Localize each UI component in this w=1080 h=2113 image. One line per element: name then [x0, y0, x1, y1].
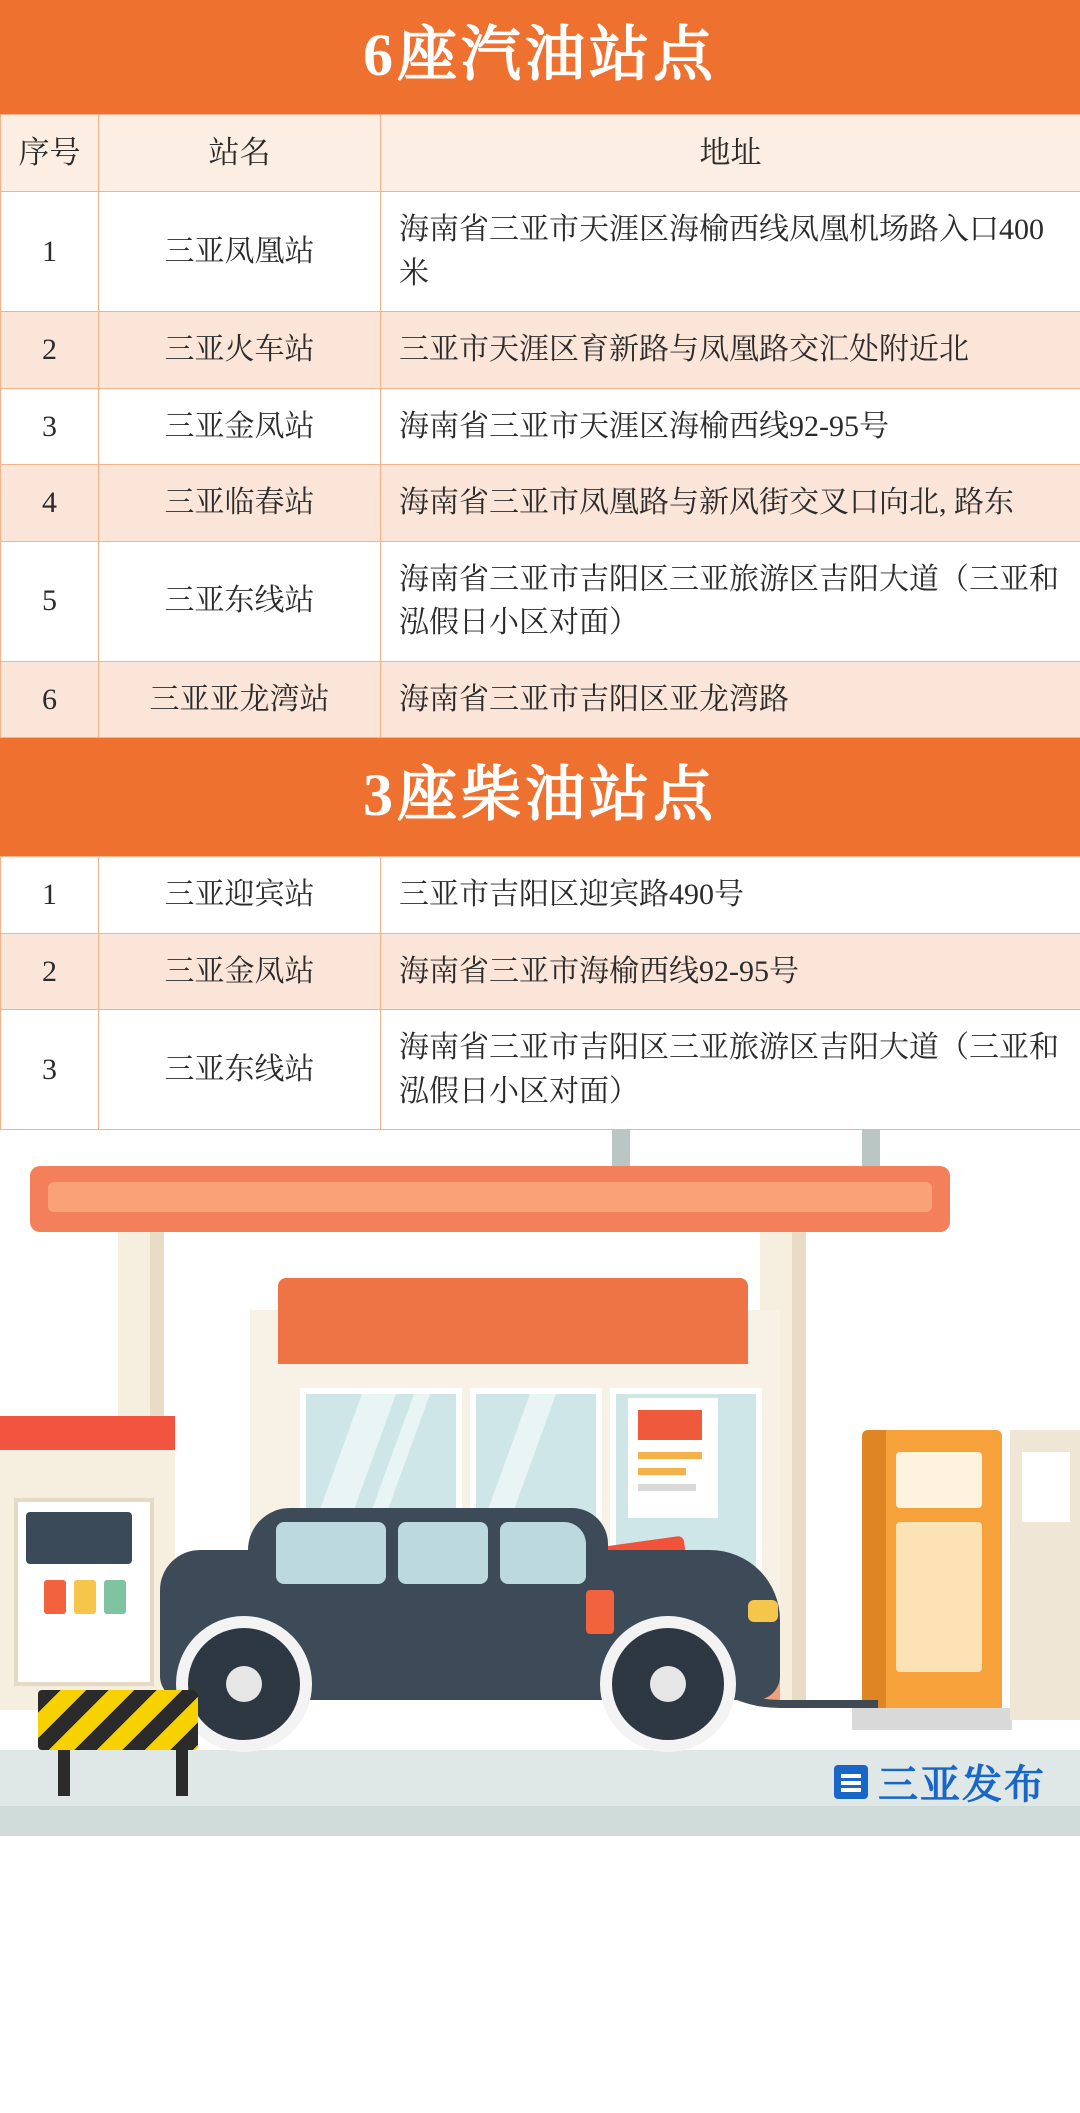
kiosk-button-icon: [104, 1580, 126, 1614]
safety-barrier: [38, 1690, 198, 1750]
col-address: 地址: [381, 115, 1080, 192]
poster-line: [638, 1452, 702, 1459]
row-address: 三亚市吉阳区迎宾路490号: [381, 857, 1080, 934]
row-station-name: 三亚金凤站: [99, 933, 381, 1010]
kiosk-screen: [26, 1512, 132, 1564]
row-address: 海南省三亚市吉阳区三亚旅游区吉阳大道（三亚和泓假日小区对面）: [381, 1010, 1080, 1130]
barrier-leg: [58, 1750, 70, 1796]
poster-line: [638, 1468, 686, 1475]
table-header-row: [1, 115, 1080, 192]
publisher-logo: [834, 1753, 1046, 1810]
row-address: 海南省三亚市天涯区海榆西线凤凰机场路入口400米: [381, 192, 1080, 312]
fuel-pump-display: [896, 1452, 982, 1508]
row-address: 海南省三亚市吉阳区亚龙湾路: [381, 661, 1080, 738]
fuel-pump-secondary-display: [1022, 1452, 1070, 1522]
kiosk-button-icon: [74, 1580, 96, 1614]
row-station-name: 三亚火车站: [99, 312, 381, 389]
row-address: 三亚市天涯区育新路与凤凰路交汇处附近北: [381, 312, 1080, 389]
row-index: 1: [1, 857, 99, 934]
row-address: 海南省三亚市吉阳区三亚旅游区吉阳大道（三亚和泓假日小区对面）: [381, 541, 1080, 661]
col-station-name: 站名: [99, 115, 381, 192]
fuel-pump-base: [852, 1708, 1012, 1730]
car-window: [398, 1522, 488, 1584]
poster-line: [638, 1484, 696, 1491]
fuel-pump-body: [896, 1522, 982, 1672]
row-index: 2: [1, 312, 99, 389]
wheel-hub: [650, 1666, 686, 1702]
car-window: [500, 1522, 586, 1584]
section-banner-gasoline: 6座汽油站点: [0, 0, 1080, 114]
row-index: 2: [1, 933, 99, 1010]
table-row: [1, 933, 1080, 1010]
table-row: [1, 661, 1080, 738]
row-address: 海南省三亚市海榆西线92-95号: [381, 933, 1080, 1010]
logo-text: 三亚发布: [878, 1762, 1046, 1807]
car-window: [276, 1522, 386, 1584]
car-headlight: [748, 1600, 778, 1622]
row-index: 3: [1, 1010, 99, 1130]
row-address: 海南省三亚市凤凰路与新风街交叉口向北, 路东: [381, 465, 1080, 542]
gas-station-illustration: [0, 1130, 1080, 1836]
table-row: [1, 541, 1080, 661]
row-station-name: 三亚金凤站: [99, 388, 381, 465]
table-row: [1, 388, 1080, 465]
table-row: [1, 465, 1080, 542]
barrier-leg: [176, 1750, 188, 1796]
poster-image: [638, 1410, 702, 1440]
store-roof: [278, 1278, 748, 1364]
table-row: [1, 192, 1080, 312]
table-row: [1, 1010, 1080, 1130]
row-station-name: 三亚迎宾站: [99, 857, 381, 934]
logo-mark-icon: [834, 1765, 868, 1799]
row-index: 1: [1, 192, 99, 312]
row-index: 3: [1, 388, 99, 465]
barrier-stripes: [38, 1690, 198, 1750]
row-address: 海南省三亚市天涯区海榆西线92-95号: [381, 388, 1080, 465]
row-index: 5: [1, 541, 99, 661]
row-station-name: 三亚临春站: [99, 465, 381, 542]
table-row: [1, 312, 1080, 389]
ground-shadow: [0, 1806, 1080, 1836]
row-index: 4: [1, 465, 99, 542]
canopy-underside: [48, 1182, 932, 1212]
row-station-name: 三亚凤凰站: [99, 192, 381, 312]
section-banner-diesel: 3座柴油站点: [0, 738, 1080, 856]
wheel-hub: [226, 1666, 262, 1702]
row-station-name: 三亚东线站: [99, 1010, 381, 1130]
row-station-name: 三亚亚龙湾站: [99, 661, 381, 738]
car-wheel: [600, 1616, 736, 1752]
gasoline-stations-table: [0, 114, 1080, 738]
row-index: 6: [1, 661, 99, 738]
kiosk-button-icon: [44, 1580, 66, 1614]
table-row: [1, 857, 1080, 934]
diesel-stations-table: [0, 856, 1080, 1130]
col-index: 序号: [1, 115, 99, 192]
row-station-name: 三亚东线站: [99, 541, 381, 661]
car-fuel-door: [586, 1590, 614, 1634]
